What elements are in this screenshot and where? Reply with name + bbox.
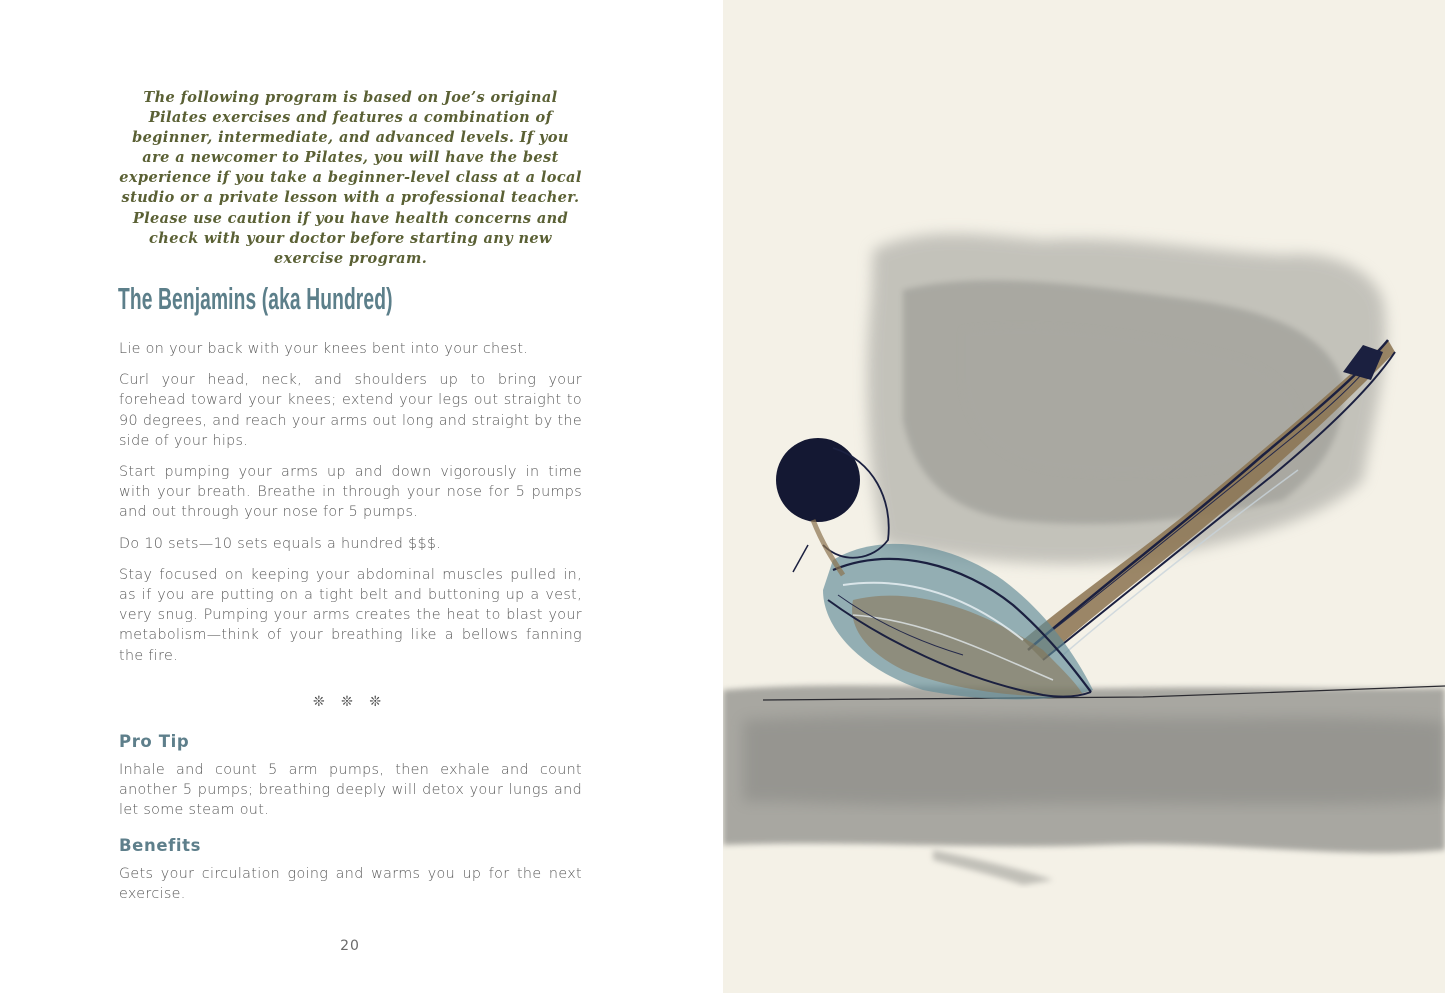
instruction-paragraph: Do 10 sets—10 sets equals a hundred $$$. bbox=[119, 535, 442, 552]
section-divider-ornament: ❊ ❊ ❊ bbox=[312, 694, 388, 710]
exercise-title: The Benjamins (aka Hundred) bbox=[118, 281, 393, 316]
watercolor-figure-hundred-pose-icon bbox=[723, 0, 1445, 993]
pro-tip-text: Inhale and count 5 arm pumps, then exhale and count another 5 pumps; breathing deeply will detox your lungs and let some steam out. bbox=[119, 762, 582, 819]
instruction-paragraph: Lie on your back with your knees bent into your chest. bbox=[119, 341, 529, 357]
exercise-instructions bbox=[119, 339, 582, 677]
instruction-paragraph: Start pumping your arms up and down vigorously in time with your breath. Breathe in through your nose for 5 pumps and out through your nose for 5 pumps. bbox=[119, 464, 582, 521]
right-page bbox=[723, 0, 1445, 993]
intro-note: The following program is based on Joe’s original Pilates exercises and features a combination of beginner, intermediate, and advanced levels. If you are a newcomer to Pilates, you will have the best experience if you take a beginner-level class at a local studio or a private lesson with a professional teacher. Please use caution if you have health concerns and check with your doctor before starting any new exercise program. bbox=[119, 89, 582, 267]
instruction-paragraph: Curl your head, neck, and shoulders up to bring your forehead toward your knees; extend your legs out straight to 90 degrees, and reach your arms out long and straight by the side of your hips. bbox=[119, 372, 582, 449]
benefits-heading: Benefits bbox=[119, 836, 202, 855]
pro-tip-heading: Pro Tip bbox=[119, 732, 190, 751]
benefits-text: Gets your circulation going and warms you up for the next exercise. bbox=[119, 866, 582, 903]
page-number: 20 bbox=[340, 938, 360, 954]
instruction-paragraph: Stay focused on keeping your abdominal muscles pulled in, as if you are putting on a tight belt and buttoning up a vest, very snug. Pumping your arms creates the heat to blast your metabolism—think of your breathing like a bellows fanning the fire. bbox=[119, 566, 582, 664]
